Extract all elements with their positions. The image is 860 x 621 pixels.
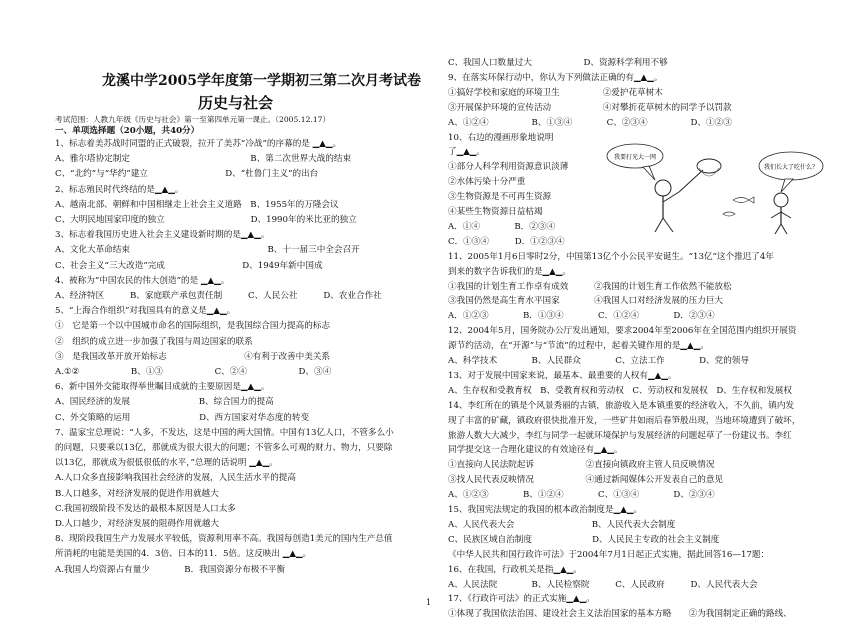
left-column-line-10: 4、被称为“中国农民的伟大创造”的是 ▁▲▁。	[55, 275, 230, 286]
left-column-line-24: B.人口越多，对经济发展的促进作用就越大	[55, 488, 219, 499]
right-column-line-10: ③生物资源是不可再生资源	[448, 192, 552, 203]
left-column-line-26: D.人口越少，对经济发展的阻碍作用就越大	[55, 519, 220, 529]
right-column-line-17: ③我国仍然是高生育水平国家 ④我国人口对经济发展的压力巨大	[448, 296, 724, 307]
right-column-line-4: ③开展保护环境的宣传活动 ④对攀折花草树木的同学予以罚款	[448, 102, 732, 113]
right-column-line-37: 17、《行政许可法》的正式实施▁▲▁。	[448, 594, 595, 605]
right-column-line-15: 到来的数字告诉我们的是▁▲▁。	[448, 266, 571, 277]
right-column-line-5: A、①②④ B、①③④ C、②③④ D、①②③	[448, 117, 732, 128]
left-column-line-8: A、文化大革命结束 B、十一届三中全会召开	[55, 245, 360, 256]
cartoon-bubble-right: 我们长大了吃什么？	[763, 164, 819, 171]
left-column-line-19: C、外交策略的运用 D、西方国家对华态度的转变	[55, 412, 310, 423]
left-column-line-1: 1、标志着美苏战时同盟的正式破裂，拉开了美苏“冷战”的序幕的是 ▁▲▁。	[55, 139, 342, 149]
subject-title: 历史与社会	[198, 94, 274, 112]
right-column-line-27: 同学提交这一合理化建议的有效途径有▁▲▁。	[448, 445, 623, 456]
left-column-line-29: A.我国人均资源占有量少 B．我国资源分布极不平衡	[55, 564, 286, 575]
left-column-line-23: A.人口众多直接影响我国社会经济的发展，人民生活水平的提高	[55, 473, 296, 484]
left-column-line-14: ② 组织的成立进一步加强了我国与周边国家的联系	[55, 336, 253, 347]
section1-heading: 一、单项选择题（20小题，共40分）	[55, 126, 200, 136]
right-column-line-31: 15、我国宪法规定的我国的根本政治制度是▁▲▁。	[448, 505, 643, 515]
right-column-line-16: ①我国的计划生育工作卓有成效 ②我国的计划生育工作依然不能放松	[448, 281, 732, 292]
right-column-line-34: 《中华人民共和国行政许可法》于2004年7月1日起正式实施，据此回答16—17题：	[448, 549, 770, 560]
left-column-line-4: 2、标志殖民时代终结的是▁▲▁。	[55, 184, 184, 195]
left-column-line-28: 所消耗的电能是美国的4．3倍、日本的11．5倍。这反映出 ▁▲▁。	[55, 549, 312, 560]
left-column-line-6: C、大明民地国家印度的独立 D、1990年的米比亚的独立	[55, 215, 357, 225]
right-column-line-7: 了▁▲▁。	[448, 147, 486, 158]
right-column-line-21: A、科学技术 B、人民群众 C、立法工作 D、党的领导	[448, 356, 749, 366]
right-column-line-11: ④某些生物资源日益枯竭	[448, 207, 543, 217]
right-column-line-22: 13、对于发展中国家来说，最基本、最重要的人权有▁▲▁。	[448, 370, 677, 381]
exam-scope: 考试范围：人教九年级《历史与社会》第一至第四单元第一课止。（2005.12.17）	[55, 115, 331, 124]
right-column-line-13: C．①③④ D．①②③④	[448, 236, 565, 247]
cartoon-bubble-left: 我要打光大一网	[613, 154, 657, 161]
right-column-line-26: 旅游人数大大减少，李红与同学一起就环境保护与发展经济的问题起草了一份建议书。李红	[448, 430, 792, 441]
cartoon-illustration	[603, 140, 829, 236]
left-column-line-3: C、“北约”与“华约”建立 D、“杜鲁门主义”的出台	[55, 169, 319, 180]
right-column-line-8: ①部分人科学利用资源意识淡薄	[448, 162, 569, 173]
right-column-line-30: A、①②③ B、①②④ C、①③④ D、②③④	[448, 490, 715, 501]
left-column-line-18: A、国民经济的发展 B、综合国力的提高	[55, 397, 274, 408]
right-column-line-33: C、民族区域自治制度 D、人民民主专政的社会主义制度	[448, 534, 720, 545]
left-column-line-11: A、经济特区 B、家庭联产承包责任制 C、人民公社 D、农业合作社	[55, 291, 382, 301]
right-column-line-6: 10、右边的漫画形象地说明	[448, 132, 554, 143]
right-column-line-24: 14、李红所在的镇是个风景秀丽的古镇，旅游收入是本镇重要的经济收入，不久前，镇内发	[448, 400, 795, 411]
right-column-line-1: C、我国人口数量过大 D、资源科学利用不够	[448, 58, 668, 68]
right-column-line-25: 现了丰富的矿藏，镇政府很快批准开发，一些矿井如雨后春笋般出现，当地环境遭到了破坏，	[448, 415, 801, 426]
left-column-line-27: 8、现阶段我国生产力发展水平较低，资源利用率不高。我国每创造1美元的国内生产总值	[55, 534, 393, 545]
right-column-line-35: 16、在我国，行政机关是指▁▲▁。	[448, 564, 582, 575]
right-column-line-20: 源节约活动，在“开源”与“节流”的过程中，起着关键作用的是▁▲▁。	[448, 341, 709, 352]
right-column-line-14: 11、2005年1月6日零时2分，中国第13亿个小公民平安诞生。“13亿”这个推迟了4年	[448, 251, 774, 262]
right-column-line-23: A、生存权和受教育权 B、受教育权和劳动权 C、劳动权和发展权 D、生存权和发展权	[448, 385, 792, 396]
page-number: 1	[426, 598, 432, 607]
right-column-line-18: A．①②③ B．①③④ C．①②④ D．②③④	[448, 311, 715, 322]
right-column-line-28: ①直接向人民法院起诉 ②直接向镇政府主管人员反映情况	[448, 460, 715, 471]
left-column-line-15: ③ 是我国改革开放开始标志 ④有利于改善中美关系	[55, 351, 331, 362]
left-column-line-22: 以13亿，那就成为很低很低的水平，”总理的话说明 ▁▲▁。	[55, 458, 278, 469]
right-column-line-29: ③找人民代表反映情况 ④通过新闻媒体公开发表自己的意见	[448, 475, 724, 486]
left-column-line-16: A.①② B、①③ C、②④ D、③④	[55, 367, 332, 377]
left-column-line-7: 3、标志着我国历史进入社会主义建设新时期的是▁▲▁。	[55, 230, 270, 241]
left-column-line-25: C.我国初级阶段不发达的最根本原因是人口太多	[55, 503, 236, 514]
left-column-line-5: A、越南北部、朝鲜和中国相继走上社会主义道路 B、1955年的万隆会议	[55, 199, 339, 210]
left-column-line-12: 5、“上海合作组织”对我国具有的意义是▁▲▁。	[55, 306, 236, 317]
left-column-line-20: 7、温家宝总理说：“人多，不发达，这是中国的两大国情。中国有13亿人口，不管多么小	[55, 427, 394, 438]
right-column-line-38: ①体现了我国依法治国、建设社会主义法治国家的基本方略 ②为我国制定正确的路线、	[448, 609, 792, 620]
right-column-line-12: A．①④ B．②③④	[448, 221, 556, 232]
left-column-line-21: 的问题，只要乘以13亿，那就成为很大很大的问题；不管多么可观的财力、物力，只要除	[55, 443, 393, 453]
page-title: 龙溪中学2005学年度第一学期初三第二次月考试卷	[102, 73, 421, 89]
right-column-line-3: ①搞好学校和家庭的环境卫生 ②爱护花草树木	[448, 87, 663, 98]
left-column-line-9: C、社会主义“三大改造”完成 D、1949年新中国成	[55, 260, 323, 271]
right-column-line-32: A、人民代表大会 B、人民代表大会制度	[448, 519, 676, 530]
left-column-line-13: ① 它是第一个以中国城市命名的国际组织，是我国综合国力提高的标志	[55, 321, 331, 332]
left-column-line-17: 6、新中国外交能取得举世瞩目成就的主要原因是▁▲▁。	[55, 382, 270, 393]
left-column-line-2: A、雅尔塔协定制定 B、第二次世界大战的结束	[55, 154, 352, 165]
right-column-line-2: 9、在落实环保行动中，你认为下列做法正确的有▁▲▁。	[448, 72, 663, 83]
right-column-line-36: A、人民法院 B、人民检察院 C、人民政府 D、人民代表大会	[448, 579, 758, 590]
right-column-line-19: 12、2004年5月，国务院办公厅发出通知，要求2004年至2006年在全国范围内组织开展资	[448, 326, 797, 337]
right-column-line-9: ②水体污染十分严重	[448, 177, 526, 188]
